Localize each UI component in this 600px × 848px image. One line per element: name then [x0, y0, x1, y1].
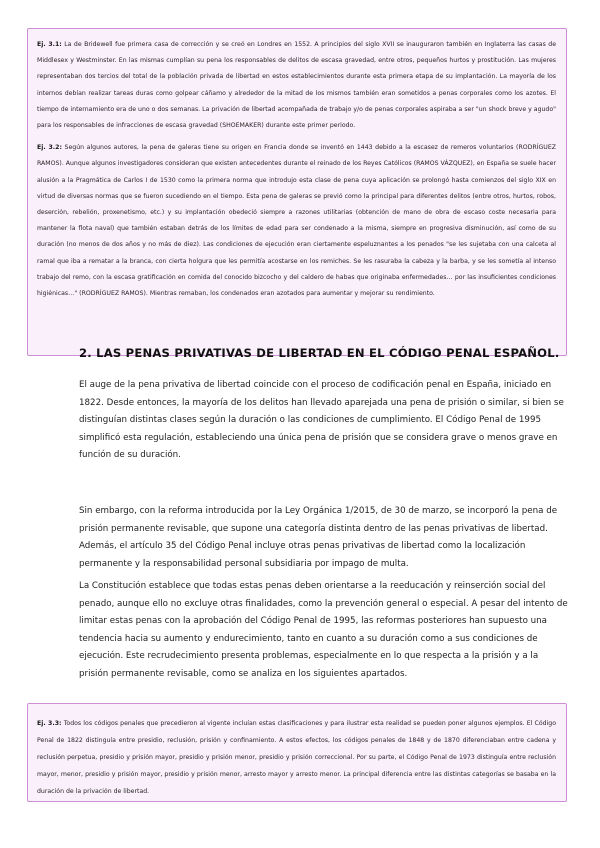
example-box-bottom — [27, 703, 567, 802]
body-paragraph-1: El auge de la pena privativa de libertad coincide con el proceso de codificación penal en España, iniciado en 1822. Desde entonces, la mayoría de los delitos han llevado aparejada una pena de prisión o similar, si bien se distinguían distintas clases según la duración o las condiciones de cumplimiento. El Código Penal de 1995 simplificó esta regulación, estableciendo una única pena de prisión que se considera grave o menos grave en función de su duración. — [79, 380, 564, 460]
example-3-2 — [37, 140, 556, 302]
example-3-2-label: Ej. 3.2: — [37, 144, 62, 152]
example-3-1 — [37, 37, 556, 134]
body-paragraph-2: Sin embargo, con la reforma introducida por la Ley Orgánica 1/2015, de 30 de marzo, se incorporó la pena de prisión permanente revisable, que supone una categoría distinta dentro de las penas privativas de libertad. Además, el artículo 35 del Código Penal incluye otras penas privativas de libertad como la localización permanente y la responsabilidad personal subsidiaria por impago de multa. — [79, 506, 558, 569]
example-3-3 — [37, 715, 556, 800]
section-heading: 2. LAS PENAS PRIVATIVAS DE LIBERTAD EN EL CÓDIGO PENAL ESPAÑOL. — [79, 346, 560, 360]
example-3-3-text: Todos los códigos penales que precedieron al vigente incluían estas clasificaciones y para ilustrar esta realidad se pueden poner algunos ejemplos. El Código Penal de 1822 distinguía entre presidio, reclusión, prisión y confinamiento. A estos efectos, los códigos penales de 1848 y de 1870 diferenciaban entre cadena y reclusión perpetua, presidio y prisión mayor, presidio y prisión menor, presidio y prisión correccional. Por su parte, el Código Penal de 1973 distinguía entre reclusión mayor, menor, presidio y prisión mayor, presidio y prisión menor, arresto mayor y arresto menor. La principal diferencia entre las distintas categorías se basaba en la duración de la privación de libertad. — [37, 720, 557, 796]
example-box-top — [27, 28, 567, 356]
example-3-1-label: Ej. 3.1: — [37, 41, 62, 48]
body-paragraph-3: La Constitución establece que todas estas penas deben orientarse a la reeducación y reinserción social del penado, aunque ello no excluye otras finalidades, como la prevención general o especial. A pesar del intento de limitar estas penas con la aprobación del Código Penal de 1995, las reformas posteriores han supuesto una tendencia hacia su aumento y endurecimiento, tanto en cuanto a su duración como a sus condiciones de ejecución. Este recrudecimiento presenta problemas, especialmente en lo que respecta a la prisión y a la prisión permanente revisable, como se analiza en los siguientes apartados. — [79, 581, 568, 679]
example-3-2-text: Según algunos autores, la pena de galeras tiene su origen en Francia donde se inventó en 1443 debido a la escasez de remeros voluntarios (RODRÍGUEZ RAMOS). Aunque algunos investigadores consideran que existen antecedentes durante el reinado de los Reyes Católicos (RAMOS VÁZQUEZ), en España se suele hacer alusión a la Pragmática de Carlos I de 1530 como la primera norma que introdujo esta clase de pena cuya aplicación se prolongó hasta comienzos del siglo XIX en virtud de diversas normas que se fueron sucediendo en el tiempo. Esta pena de galeras se previó como la principal para diferentes delitos (entre otros, hurtos, robos, deserción, rebelión, proxenetismo, etc.) y su implantación obedeció siempre a razones utilitarias (obtención de mano de obra de escaso coste necesaria para mantener la flota naval) que también estaban detrás de los límites de edad para ser condenado a la misma, siempre en progresiva disminución, así como de su duración (no menos de dos años y no más de diez). Las condiciones de ejecución eran ciertamente espeluznantes a los penados "se les sujetaba con una calceta al ramal que iba a rematar a la branca, con cierta holgura que les permitía acostarse en los remiches. Se les rasuraba la cabeza y la barba, y se les sometía al intenso trabajo del remo, con la escasa gratificación en comida del conocido bizcocho y del caldero de habas que originaba enfermedades… por las insuficientes condiciones higiénicas…" (RODRÍGUEZ RAMOS). Mientras remaban, los condenados eran azotados para aumentar y mejorar su rendimiento. — [37, 144, 556, 298]
example-3-1-text: La de Bridewell fue primera casa de corrección y se creó en Londres en 1552. A principios del siglo XVII se inauguraron también en Inglaterra las casas de Middlesex y Westminster. En las mismas cumplían su pena los responsables de delitos de escasa gravedad, entre otros, pequeños hurtos y prostitución. Las mujeres representaban dos tercios del total de la población privada de libertad en estos establecimientos durante esta primera etapa de su implantación. La mayoría de los internos debían realizar tareas duras como golpear cáñamo y alrededor de la mitad de los mismos también eran sometidos a penas corporales como los azotes. El tiempo de internamiento era de uno o dos semanas. La privación de libertad acompañada de trabajo y/o de penas corporales aspiraba a ser "un shock breve y agudo" para los responsables de infracciones de escasa gravedad (SHOEMAKER) durante este primer periodo. — [37, 41, 556, 130]
example-3-3-label: Ej. 3.3: — [37, 720, 62, 727]
